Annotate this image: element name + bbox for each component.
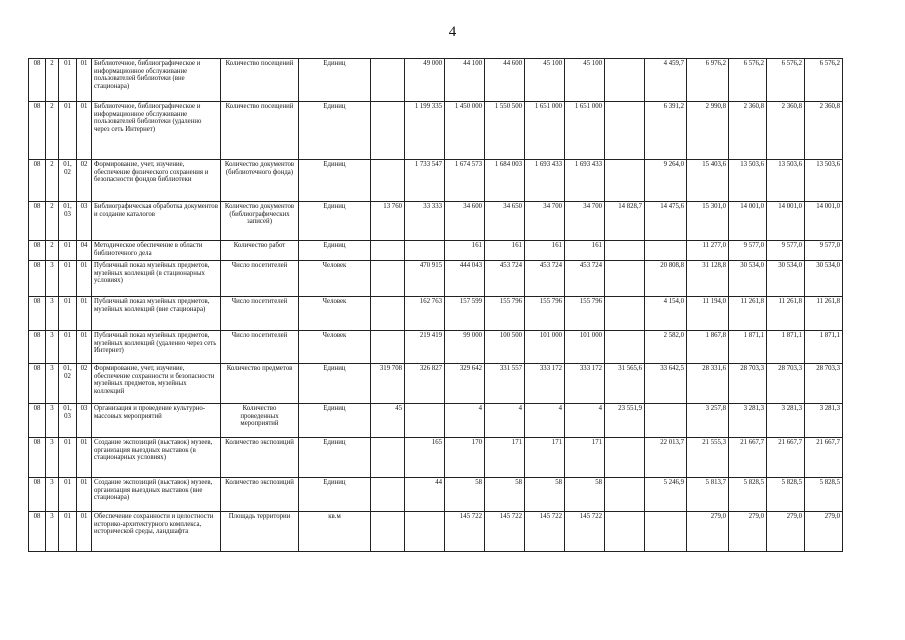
cell-v3: 161 — [485, 241, 525, 261]
cell-v3: 1 684 003 — [485, 160, 525, 202]
cell-f0 — [605, 241, 645, 261]
cell-f1 — [645, 404, 687, 438]
cell-c4: 01 — [77, 59, 92, 102]
cell-f1: 5 246,9 — [645, 478, 687, 512]
cell-c3: 01, 02 — [59, 364, 77, 404]
cell-indicator: Количество документов (библиографических записей) — [221, 202, 299, 241]
cell-f0 — [605, 59, 645, 102]
cell-c4: 04 — [77, 241, 92, 261]
cell-c2: 2 — [46, 59, 59, 102]
cell-f1: 22 013,7 — [645, 438, 687, 478]
cell-c4: 01 — [77, 512, 92, 552]
cell-v5: 155 796 — [565, 297, 605, 331]
cell-c2: 2 — [46, 202, 59, 241]
cell-f5: 11 261,8 — [805, 297, 843, 331]
cell-unit: Единиц — [299, 102, 371, 160]
cell-f0 — [605, 102, 645, 160]
cell-v5: 45 100 — [565, 59, 605, 102]
cell-f3: 28 703,3 — [729, 364, 767, 404]
cell-f0: 31 565,6 — [605, 364, 645, 404]
cell-c3: 01 — [59, 512, 77, 552]
cell-c1: 08 — [29, 404, 46, 438]
cell-v4: 34 700 — [525, 202, 565, 241]
cell-f0 — [605, 297, 645, 331]
cell-c2: 3 — [46, 438, 59, 478]
cell-name: Публичный показ музейных предметов, музейных коллекций (удаленно через сеть Интернет) — [92, 331, 221, 364]
cell-c1: 08 — [29, 512, 46, 552]
cell-base — [371, 512, 405, 552]
cell-v2: 34 600 — [445, 202, 485, 241]
cell-f5: 13 503,6 — [805, 160, 843, 202]
cell-indicator: Площадь территории — [221, 512, 299, 552]
cell-c3: 01 — [59, 331, 77, 364]
cell-c1: 08 — [29, 331, 46, 364]
cell-v1: 33 333 — [405, 202, 445, 241]
cell-base: 319 708 — [371, 364, 405, 404]
cell-f1: 14 475,6 — [645, 202, 687, 241]
cell-f2: 21 555,3 — [687, 438, 729, 478]
cell-c4: 01 — [77, 331, 92, 364]
table-row — [29, 160, 843, 202]
cell-v2: 157 599 — [445, 297, 485, 331]
cell-f2: 6 976,2 — [687, 59, 729, 102]
cell-f3: 30 534,0 — [729, 261, 767, 297]
cell-v2: 161 — [445, 241, 485, 261]
cell-v5: 101 000 — [565, 331, 605, 364]
cell-c1: 08 — [29, 241, 46, 261]
cell-f1 — [645, 241, 687, 261]
cell-v5: 453 724 — [565, 261, 605, 297]
cell-unit: Единиц — [299, 438, 371, 478]
cell-v3: 331 557 — [485, 364, 525, 404]
services-table — [28, 58, 843, 552]
cell-f4: 3 281,3 — [767, 404, 805, 438]
cell-f3: 6 576,2 — [729, 59, 767, 102]
cell-c2: 2 — [46, 160, 59, 202]
cell-indicator: Число посетителей — [221, 297, 299, 331]
table-row — [29, 438, 843, 478]
cell-f3: 9 577,0 — [729, 241, 767, 261]
cell-v1 — [405, 512, 445, 552]
cell-f2: 3 257,8 — [687, 404, 729, 438]
cell-indicator: Количество экспозиций — [221, 438, 299, 478]
cell-f5: 28 703,3 — [805, 364, 843, 404]
cell-base: 13 760 — [371, 202, 405, 241]
cell-f1 — [645, 512, 687, 552]
cell-c3: 01, 03 — [59, 404, 77, 438]
cell-c1: 08 — [29, 478, 46, 512]
cell-unit: Единиц — [299, 404, 371, 438]
cell-f2: 28 331,6 — [687, 364, 729, 404]
cell-name: Библиотечное, библиографическое и информационное обслуживание пользователей библиотеки (удаленно через сеть Интернет) — [92, 102, 221, 160]
cell-name: Формирование, учет, изучение, обеспечение сохранности и безопасности музейных предметов, музейных коллекций — [92, 364, 221, 404]
cell-unit: Человек — [299, 297, 371, 331]
cell-c3: 01 — [59, 261, 77, 297]
page-number: 4 — [448, 24, 457, 40]
cell-c2: 2 — [46, 241, 59, 261]
cell-c4: 01 — [77, 261, 92, 297]
cell-c3: 01 — [59, 241, 77, 261]
cell-f0 — [605, 331, 645, 364]
cell-f2: 2 990,8 — [687, 102, 729, 160]
cell-base — [371, 478, 405, 512]
cell-c4: 02 — [77, 364, 92, 404]
cell-v4: 171 — [525, 438, 565, 478]
cell-f2: 1 867,8 — [687, 331, 729, 364]
cell-c3: 01 — [59, 59, 77, 102]
cell-f2: 279,0 — [687, 512, 729, 552]
cell-c3: 01 — [59, 438, 77, 478]
cell-name: Библиотечное, библиографическое и информационное обслуживание пользователей библиотеки (вне стационара) — [92, 59, 221, 102]
cell-v5: 171 — [565, 438, 605, 478]
cell-v1: 165 — [405, 438, 445, 478]
cell-indicator: Количество посещений — [221, 59, 299, 102]
cell-f3: 13 503,6 — [729, 160, 767, 202]
cell-name: Организация и проведение культурно-массовых мероприятий — [92, 404, 221, 438]
cell-v2: 329 642 — [445, 364, 485, 404]
cell-f3: 1 871,1 — [729, 331, 767, 364]
cell-v3: 58 — [485, 478, 525, 512]
table-row — [29, 241, 843, 261]
cell-c1: 08 — [29, 59, 46, 102]
cell-name: Создание экспозиций (выставок) музеев, организация выездных выставок (вне стационара) — [92, 478, 221, 512]
cell-f5: 279,0 — [805, 512, 843, 552]
cell-name: Формирование, учет, изучение, обеспечение физического сохранения и безопасности фондов библиотеки — [92, 160, 221, 202]
cell-v2: 4 — [445, 404, 485, 438]
cell-f1: 4 154,0 — [645, 297, 687, 331]
cell-v4: 101 000 — [525, 331, 565, 364]
cell-v3: 155 796 — [485, 297, 525, 331]
cell-f0: 23 551,9 — [605, 404, 645, 438]
cell-v5: 4 — [565, 404, 605, 438]
cell-indicator: Количество работ — [221, 241, 299, 261]
table-body — [29, 59, 843, 552]
cell-f4: 30 534,0 — [767, 261, 805, 297]
cell-f2: 15 403,6 — [687, 160, 729, 202]
cell-c2: 3 — [46, 364, 59, 404]
cell-unit: Единиц — [299, 59, 371, 102]
cell-indicator: Число посетителей — [221, 331, 299, 364]
cell-f5: 6 576,2 — [805, 59, 843, 102]
cell-f4: 28 703,3 — [767, 364, 805, 404]
cell-v1: 1 199 335 — [405, 102, 445, 160]
cell-f4: 279,0 — [767, 512, 805, 552]
cell-f1: 9 264,0 — [645, 160, 687, 202]
cell-v1: 219 419 — [405, 331, 445, 364]
cell-v3: 100 500 — [485, 331, 525, 364]
cell-base — [371, 241, 405, 261]
cell-f0 — [605, 160, 645, 202]
cell-v1 — [405, 404, 445, 438]
cell-c1: 08 — [29, 102, 46, 160]
cell-f4: 9 577,0 — [767, 241, 805, 261]
cell-unit: Единиц — [299, 241, 371, 261]
cell-f1: 33 642,5 — [645, 364, 687, 404]
cell-base — [371, 297, 405, 331]
table-row — [29, 404, 843, 438]
table-row — [29, 102, 843, 160]
cell-unit: Единиц — [299, 364, 371, 404]
cell-v4: 45 100 — [525, 59, 565, 102]
cell-f0 — [605, 438, 645, 478]
cell-unit: кв.м — [299, 512, 371, 552]
cell-c4: 01 — [77, 297, 92, 331]
cell-f0 — [605, 261, 645, 297]
cell-unit: Человек — [299, 331, 371, 364]
cell-v5: 161 — [565, 241, 605, 261]
cell-f3: 11 261,8 — [729, 297, 767, 331]
cell-indicator: Количество посещений — [221, 102, 299, 160]
table-row — [29, 364, 843, 404]
cell-v4: 1 693 433 — [525, 160, 565, 202]
cell-c1: 08 — [29, 202, 46, 241]
cell-name: Обеспечение сохранности и целостности историко-архитектурного комплекса, исторической среды, ландшафта — [92, 512, 221, 552]
cell-c1: 08 — [29, 297, 46, 331]
cell-f1: 6 391,2 — [645, 102, 687, 160]
cell-c2: 3 — [46, 478, 59, 512]
cell-unit: Единиц — [299, 202, 371, 241]
cell-v1: 470 915 — [405, 261, 445, 297]
cell-f3: 2 360,8 — [729, 102, 767, 160]
cell-c3: 01 — [59, 297, 77, 331]
cell-base — [371, 59, 405, 102]
cell-f0: 14 828,7 — [605, 202, 645, 241]
cell-c4: 01 — [77, 478, 92, 512]
cell-unit: Единиц — [299, 478, 371, 512]
cell-f5: 1 871,1 — [805, 331, 843, 364]
cell-f4: 13 503,6 — [767, 160, 805, 202]
cell-v2: 1 674 573 — [445, 160, 485, 202]
table-row — [29, 297, 843, 331]
cell-base — [371, 102, 405, 160]
cell-f3: 21 667,7 — [729, 438, 767, 478]
cell-f1: 20 808,8 — [645, 261, 687, 297]
cell-c4: 03 — [77, 202, 92, 241]
cell-v4: 1 651 000 — [525, 102, 565, 160]
cell-base: 45 — [371, 404, 405, 438]
cell-c2: 3 — [46, 512, 59, 552]
cell-v4: 145 722 — [525, 512, 565, 552]
cell-base — [371, 438, 405, 478]
cell-v4: 155 796 — [525, 297, 565, 331]
cell-f5: 14 001,0 — [805, 202, 843, 241]
cell-v3: 34 650 — [485, 202, 525, 241]
cell-c3: 01 — [59, 102, 77, 160]
cell-v3: 44 600 — [485, 59, 525, 102]
cell-f4: 5 828,5 — [767, 478, 805, 512]
cell-c2: 3 — [46, 331, 59, 364]
cell-f3: 3 281,3 — [729, 404, 767, 438]
cell-v5: 145 722 — [565, 512, 605, 552]
table-row — [29, 261, 843, 297]
cell-v3: 4 — [485, 404, 525, 438]
cell-v4: 58 — [525, 478, 565, 512]
cell-f3: 279,0 — [729, 512, 767, 552]
cell-v4: 333 172 — [525, 364, 565, 404]
cell-base — [371, 261, 405, 297]
cell-indicator: Количество документов (библиотечного фонда) — [221, 160, 299, 202]
cell-v1: 44 — [405, 478, 445, 512]
cell-v1: 162 763 — [405, 297, 445, 331]
cell-v3: 453 724 — [485, 261, 525, 297]
cell-f2: 31 128,8 — [687, 261, 729, 297]
cell-v3: 171 — [485, 438, 525, 478]
cell-v4: 161 — [525, 241, 565, 261]
cell-f5: 21 667,7 — [805, 438, 843, 478]
cell-v2: 444 043 — [445, 261, 485, 297]
cell-f4: 1 871,1 — [767, 331, 805, 364]
cell-c4: 01 — [77, 102, 92, 160]
cell-unit: Человек — [299, 261, 371, 297]
cell-c3: 01 — [59, 478, 77, 512]
cell-f2: 15 301,0 — [687, 202, 729, 241]
cell-f5: 2 360,8 — [805, 102, 843, 160]
cell-v2: 145 722 — [445, 512, 485, 552]
cell-v4: 453 724 — [525, 261, 565, 297]
cell-c1: 08 — [29, 160, 46, 202]
cell-v3: 1 550 500 — [485, 102, 525, 160]
cell-indicator: Число посетителей — [221, 261, 299, 297]
cell-v1: 49 000 — [405, 59, 445, 102]
cell-v5: 1 651 000 — [565, 102, 605, 160]
cell-f4: 21 667,7 — [767, 438, 805, 478]
cell-v4: 4 — [525, 404, 565, 438]
cell-v5: 34 700 — [565, 202, 605, 241]
cell-f2: 11 194,0 — [687, 297, 729, 331]
cell-v1 — [405, 241, 445, 261]
cell-v5: 333 172 — [565, 364, 605, 404]
cell-v3: 145 722 — [485, 512, 525, 552]
cell-v5: 1 693 433 — [565, 160, 605, 202]
cell-v2: 1 450 000 — [445, 102, 485, 160]
cell-f5: 9 577,0 — [805, 241, 843, 261]
cell-c2: 3 — [46, 297, 59, 331]
table-row — [29, 478, 843, 512]
cell-f5: 3 281,3 — [805, 404, 843, 438]
cell-name: Создание экспозиций (выставок) музеев, организация выездных выставок (в стационарных условиях) — [92, 438, 221, 478]
cell-f4: 6 576,2 — [767, 59, 805, 102]
cell-v2: 99 000 — [445, 331, 485, 364]
cell-c1: 08 — [29, 364, 46, 404]
cell-f2: 11 277,0 — [687, 241, 729, 261]
cell-f3: 5 828,5 — [729, 478, 767, 512]
cell-v2: 170 — [445, 438, 485, 478]
cell-base — [371, 160, 405, 202]
cell-base — [371, 331, 405, 364]
table-row — [29, 512, 843, 552]
cell-c1: 08 — [29, 438, 46, 478]
cell-v1: 326 827 — [405, 364, 445, 404]
cell-v2: 44 100 — [445, 59, 485, 102]
cell-c4: 01 — [77, 438, 92, 478]
cell-f3: 14 001,0 — [729, 202, 767, 241]
table-row — [29, 202, 843, 241]
cell-f0 — [605, 512, 645, 552]
cell-f1: 2 582,0 — [645, 331, 687, 364]
cell-name: Библиографическая обработка документов и создание каталогов — [92, 202, 221, 241]
cell-c2: 3 — [46, 404, 59, 438]
cell-f5: 30 534,0 — [805, 261, 843, 297]
cell-c2: 2 — [46, 102, 59, 160]
cell-c2: 3 — [46, 261, 59, 297]
table-row — [29, 331, 843, 364]
cell-c1: 08 — [29, 261, 46, 297]
cell-name: Публичный показ музейных предметов, музейных коллекций (вне стационара) — [92, 297, 221, 331]
table-row — [29, 59, 843, 102]
cell-f2: 5 813,7 — [687, 478, 729, 512]
cell-name: Методическое обеспечение в области библиотечного дела — [92, 241, 221, 261]
cell-unit: Единиц — [299, 160, 371, 202]
cell-f4: 14 001,0 — [767, 202, 805, 241]
cell-c3: 01, 02 — [59, 160, 77, 202]
cell-indicator: Количество предметов — [221, 364, 299, 404]
cell-indicator: Количество проведенных мероприятий — [221, 404, 299, 438]
cell-f1: 4 459,7 — [645, 59, 687, 102]
cell-c4: 02 — [77, 160, 92, 202]
cell-f4: 2 360,8 — [767, 102, 805, 160]
cell-v2: 58 — [445, 478, 485, 512]
cell-v5: 58 — [565, 478, 605, 512]
cell-v1: 1 733 547 — [405, 160, 445, 202]
cell-c4: 03 — [77, 404, 92, 438]
cell-c3: 01, 03 — [59, 202, 77, 241]
cell-indicator: Количество экспозиций — [221, 478, 299, 512]
cell-name: Публичный показ музейных предметов, музейных коллекций (в стационарных условиях) — [92, 261, 221, 297]
cell-f5: 5 828,5 — [805, 478, 843, 512]
cell-f0 — [605, 478, 645, 512]
cell-f4: 11 261,8 — [767, 297, 805, 331]
